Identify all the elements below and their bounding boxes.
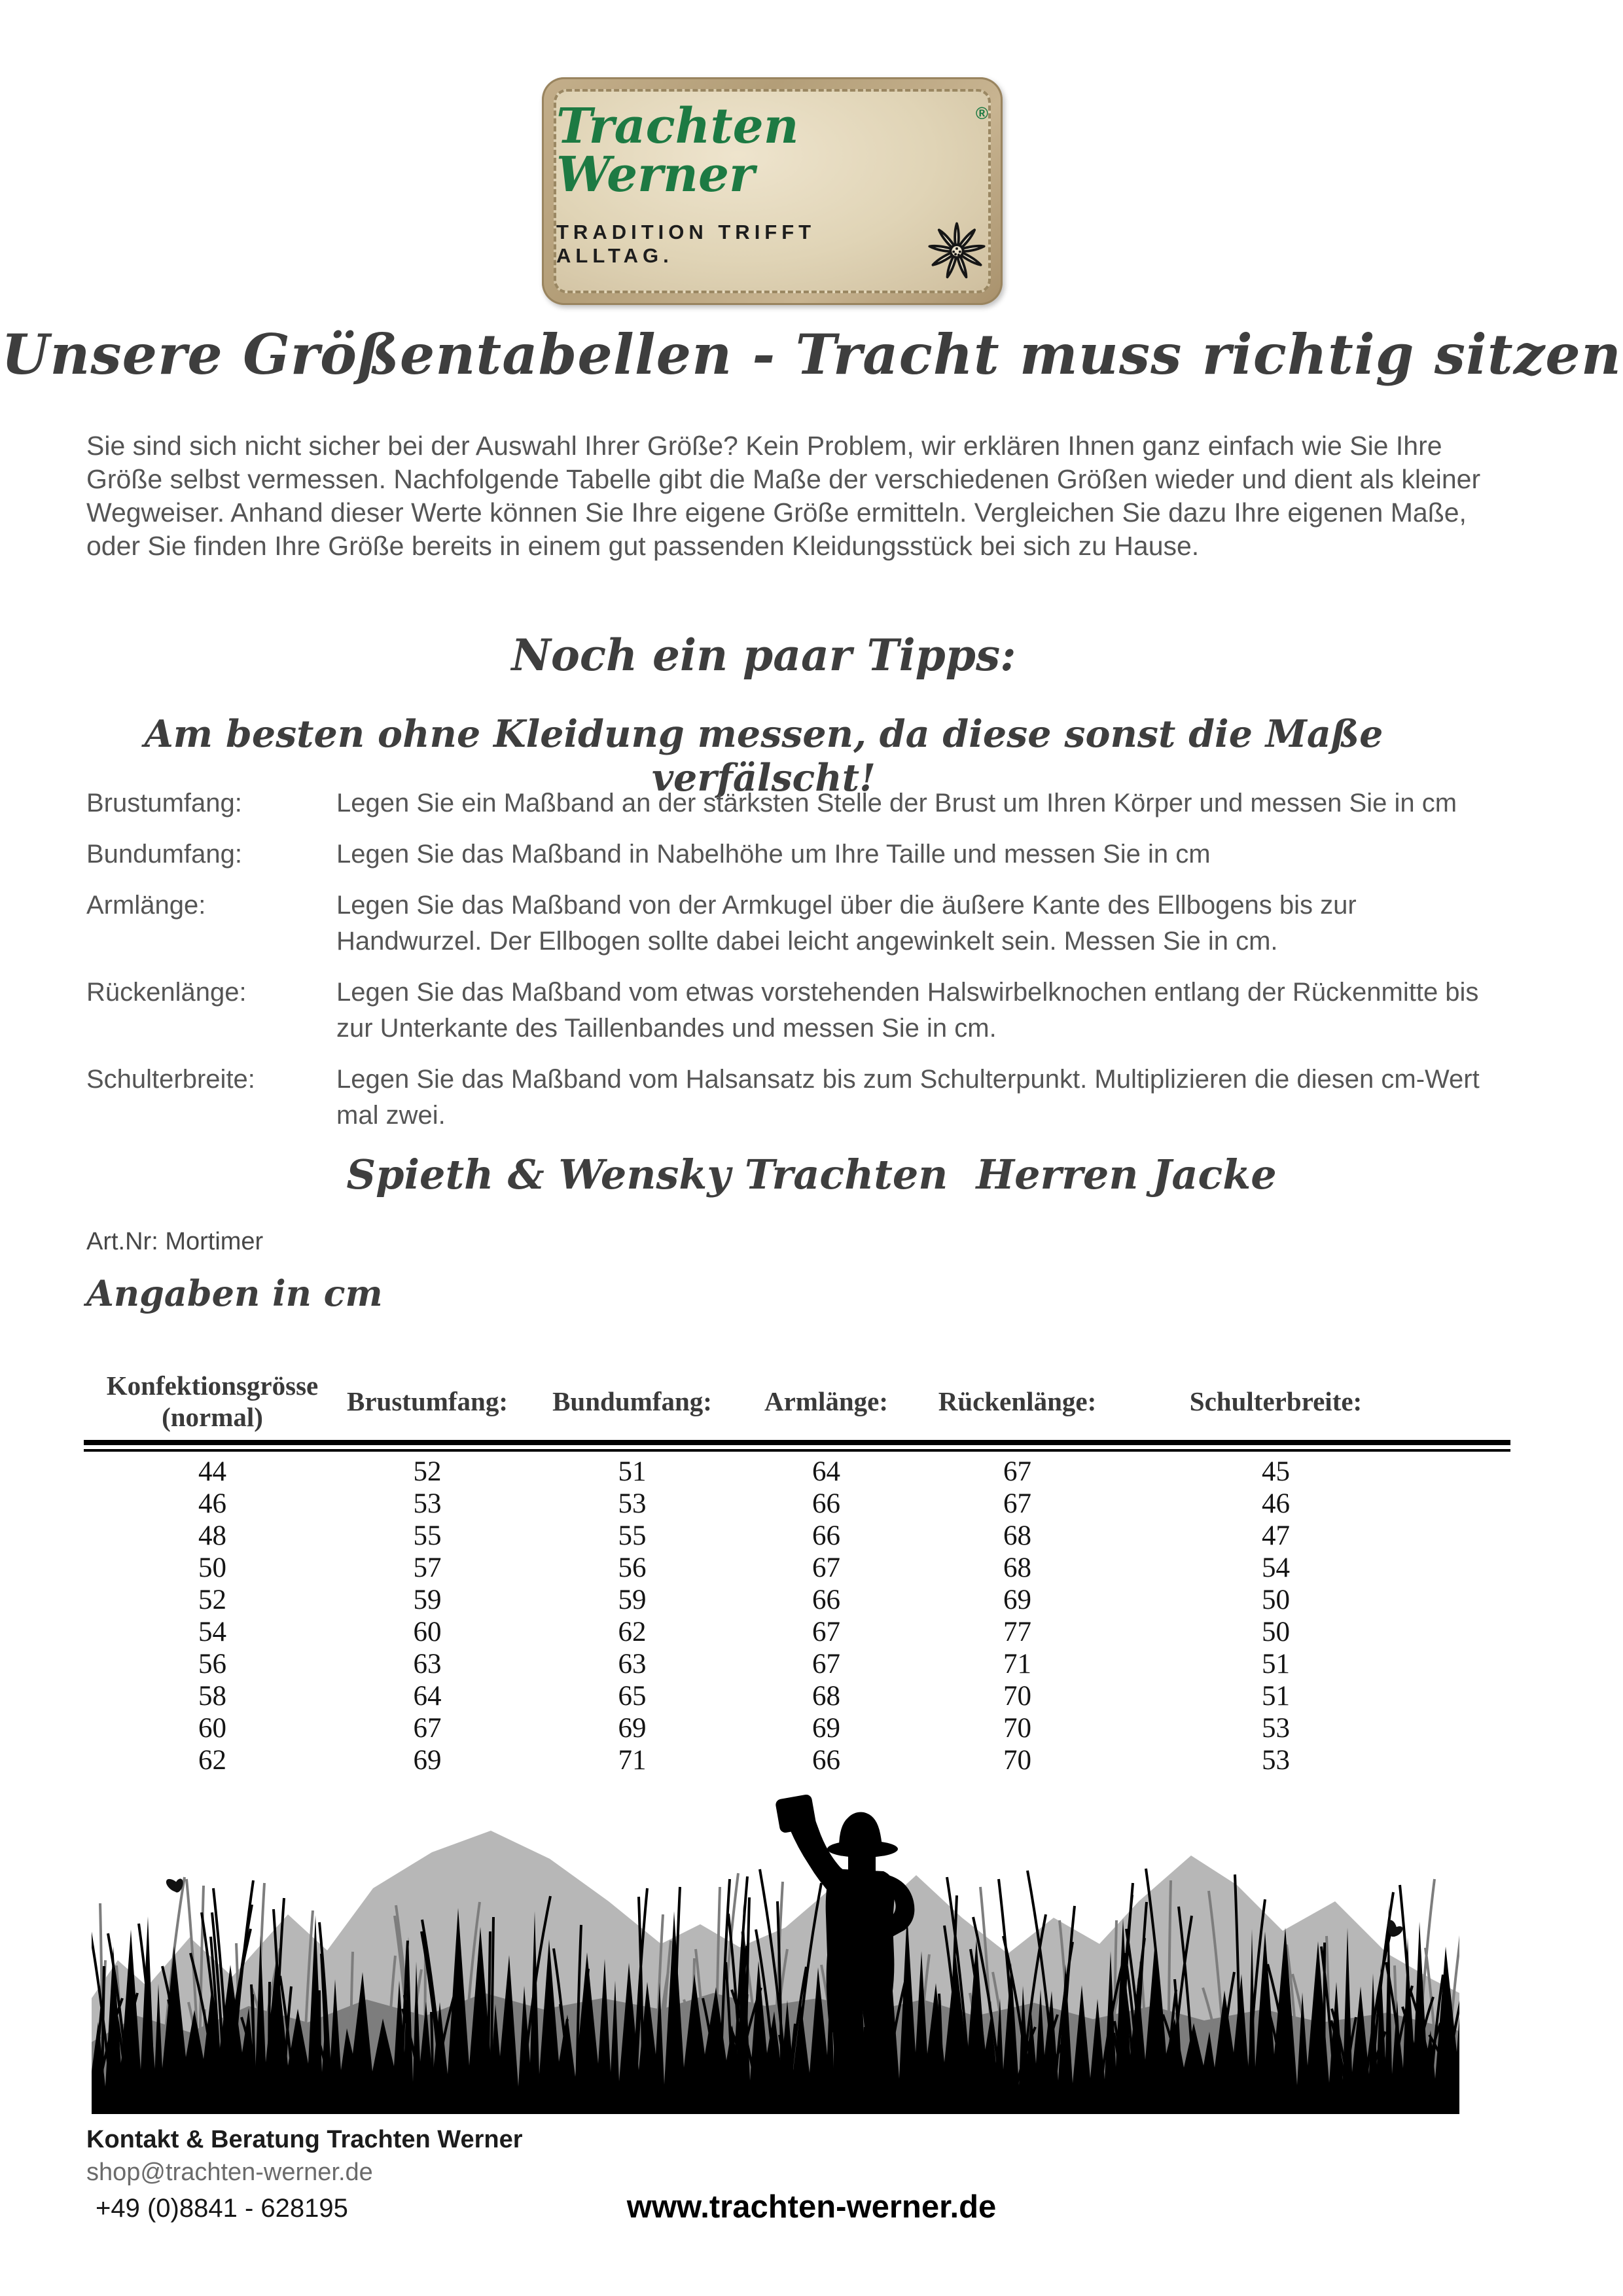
table-cell: 56	[618, 1552, 647, 1583]
table-cell: 63	[413, 1649, 442, 1679]
measure-row	[86, 836, 1503, 872]
column-header: Konfektionsgrösse (normal)	[106, 1371, 319, 1432]
table-cell: 62	[198, 1745, 226, 1776]
table-cell: 50	[1262, 1585, 1290, 1615]
table-cell: 66	[812, 1488, 840, 1519]
measure-description: Legen Sie das Maßband vom etwas vorstehenden Halswirbelknochen entlang der Rückenmitte bis zur Unterkante des Taillenbandes und messen Sie in cm.	[336, 978, 1479, 1043]
table-cell: 53	[618, 1488, 647, 1519]
table-cell: 53	[1262, 1745, 1290, 1776]
table-row	[84, 1744, 1510, 1776]
units-note: Angaben in cm	[86, 1272, 383, 1314]
table-cell: 60	[198, 1713, 226, 1744]
table-cell: 65	[618, 1681, 647, 1712]
table-row	[84, 1456, 1510, 1488]
table-cell: 52	[198, 1585, 226, 1615]
table-cell: 51	[618, 1456, 647, 1487]
column-header: Armlänge:	[764, 1386, 888, 1416]
website-url: www.trachten-werner.de	[626, 2189, 997, 2225]
measure-label: Armlänge:	[86, 891, 206, 920]
edelweiss-icon	[925, 212, 988, 280]
table-cell: 68	[1003, 1552, 1031, 1583]
table-cell: 55	[618, 1520, 647, 1551]
brand-label	[542, 77, 1003, 305]
column-header: Brustumfang:	[346, 1386, 508, 1416]
table-cell: 56	[198, 1649, 226, 1679]
table-cell: 58	[198, 1681, 226, 1712]
brand-label-stitched-area	[554, 89, 991, 293]
brand-tagline: TRADITION TRIFFT ALLTAG.	[556, 221, 816, 267]
table-cell: 46	[1262, 1488, 1290, 1519]
table-row	[84, 1712, 1510, 1744]
table-cell: 69	[812, 1713, 840, 1744]
table-row	[84, 1648, 1510, 1680]
table-cell: 44	[198, 1456, 226, 1487]
measure-label: Brustumfang:	[86, 789, 242, 817]
measure-row	[86, 975, 1503, 1047]
product-heading: Spieth & Wensky Trachten Herren Jacke	[346, 1151, 1277, 1198]
measure-description: Legen Sie das Maßband vom Halsansatz bis zum Schulterpunkt. Multiplizieren die diesen cm-Wert mal zwei.	[336, 1065, 1480, 1130]
table-header-row	[84, 1363, 1510, 1440]
table-cell: 64	[812, 1456, 840, 1487]
table-cell: 71	[618, 1745, 647, 1776]
table-cell: 52	[413, 1456, 442, 1487]
measure-description: Legen Sie das Maßband von der Armkugel über die äußere Kante des Ellbogens bis zur Handwurzel. Der Ellbogen sollte dabei leicht angewinkelt sein. Messen Sie in cm.	[336, 891, 1357, 956]
table-row	[84, 1680, 1510, 1712]
table-cell: 59	[618, 1585, 647, 1615]
table-cell: 47	[1262, 1520, 1290, 1551]
measure-label: Schulterbreite:	[86, 1065, 255, 1094]
table-row	[84, 1520, 1510, 1552]
table-cell: 68	[1003, 1520, 1031, 1551]
table-cell: 45	[1262, 1456, 1290, 1487]
table-cell: 55	[413, 1520, 442, 1551]
table-cell: 54	[198, 1617, 226, 1647]
table-cell: 63	[618, 1649, 647, 1679]
table-cell: 70	[1003, 1681, 1031, 1712]
table-cell: 69	[1003, 1585, 1031, 1615]
table-cell: 69	[413, 1745, 442, 1776]
measure-instructions	[86, 785, 1503, 1149]
measure-row	[86, 785, 1503, 821]
table-cell: 62	[618, 1617, 647, 1647]
table-cell: 53	[1262, 1713, 1290, 1744]
measure-label: Bundumfang:	[86, 840, 242, 869]
column-header: Rückenlänge:	[938, 1386, 1097, 1416]
table-cell: 48	[198, 1520, 226, 1551]
table-row	[84, 1584, 1510, 1616]
table-cell: 53	[413, 1488, 442, 1519]
table-cell: 68	[812, 1681, 840, 1712]
table-cell: 67	[812, 1552, 840, 1583]
page-title: Unsere Größentabellen - Tracht muss richtig sitzen	[1, 322, 1622, 387]
size-table-rows	[84, 1456, 1510, 1776]
column-header: Bundumfang:	[552, 1386, 712, 1416]
intro-paragraph: Sie sind sich nicht sicher bei der Auswahl Ihrer Größe? Kein Problem, wir erklären Ihnen ganz einfach wie Sie Ihre Größe selbst vermessen. Nachfolgende Tabelle gibt die Maße der verschiedenen Größen wieder und dient als kleiner Wegweiser. Anhand dieser Werte können Sie Ihre eigene Größe ermitteln. Vergleichen Sie dazu Ihre eigenen Maße, oder Sie finden Ihre Größe bereits in einem gut passenden Kleidungsstück bei sich zu Hause.	[86, 431, 1481, 561]
table-cell: 70	[1003, 1745, 1031, 1776]
table-cell: 70	[1003, 1713, 1031, 1744]
table-cell: 60	[413, 1617, 442, 1647]
table-row	[84, 1552, 1510, 1584]
table-cell: 71	[1003, 1649, 1031, 1679]
table-cell: 67	[413, 1713, 442, 1744]
table-cell: 69	[618, 1713, 647, 1744]
tips-subheading: Am besten ohne Kleidung messen, da diese sonst die Maße verfälscht!	[144, 712, 1383, 800]
table-cell: 67	[1003, 1488, 1031, 1519]
table-cell: 54	[1262, 1552, 1290, 1583]
table-cell: 50	[198, 1552, 226, 1583]
size-table	[84, 1363, 1510, 1776]
table-cell: 51	[1262, 1649, 1290, 1679]
measure-description: Legen Sie ein Maßband an der stärksten Stelle der Brust um Ihren Körper und messen Sie in cm	[336, 789, 1457, 817]
table-cell: 64	[413, 1681, 442, 1712]
contact-heading: Kontakt & Beratung Trachten Werner	[86, 2126, 523, 2153]
table-row	[84, 1616, 1510, 1648]
column-header: Schulterbreite:	[1189, 1386, 1363, 1416]
article-number: Art.Nr: Mortimer	[86, 1228, 264, 1255]
table-row	[84, 1488, 1510, 1520]
hat-crown	[839, 1812, 882, 1848]
measure-row	[86, 1062, 1503, 1134]
table-cell: 66	[812, 1745, 840, 1776]
table-cell: 67	[812, 1649, 840, 1679]
tips-heading: Noch ein paar Tipps:	[511, 630, 1016, 681]
contact-email: shop@trachten-werner.de	[86, 2159, 373, 2186]
alpine-silhouette-illustration	[92, 1790, 1459, 2114]
brand-name: Trachten Werner	[556, 98, 799, 203]
registered-mark: ®	[975, 103, 988, 123]
table-cell: 66	[812, 1520, 840, 1551]
table-cell: 50	[1262, 1617, 1290, 1647]
table-cell: 77	[1003, 1617, 1031, 1647]
measure-row	[86, 888, 1503, 960]
table-cell: 51	[1262, 1681, 1290, 1712]
measure-description: Legen Sie das Maßband in Nabelhöhe um Ihre Taille und messen Sie in cm	[336, 840, 1211, 869]
table-cell: 59	[413, 1585, 442, 1615]
table-cell: 46	[198, 1488, 226, 1519]
contact-phone: +49 (0)8841 - 628195	[96, 2194, 348, 2223]
table-cell: 67	[812, 1617, 840, 1647]
table-cell: 57	[413, 1552, 442, 1583]
table-cell: 67	[1003, 1456, 1031, 1487]
table-cell: 66	[812, 1585, 840, 1615]
measure-label: Rückenlänge:	[86, 978, 247, 1007]
table-header-rule	[84, 1440, 1510, 1452]
